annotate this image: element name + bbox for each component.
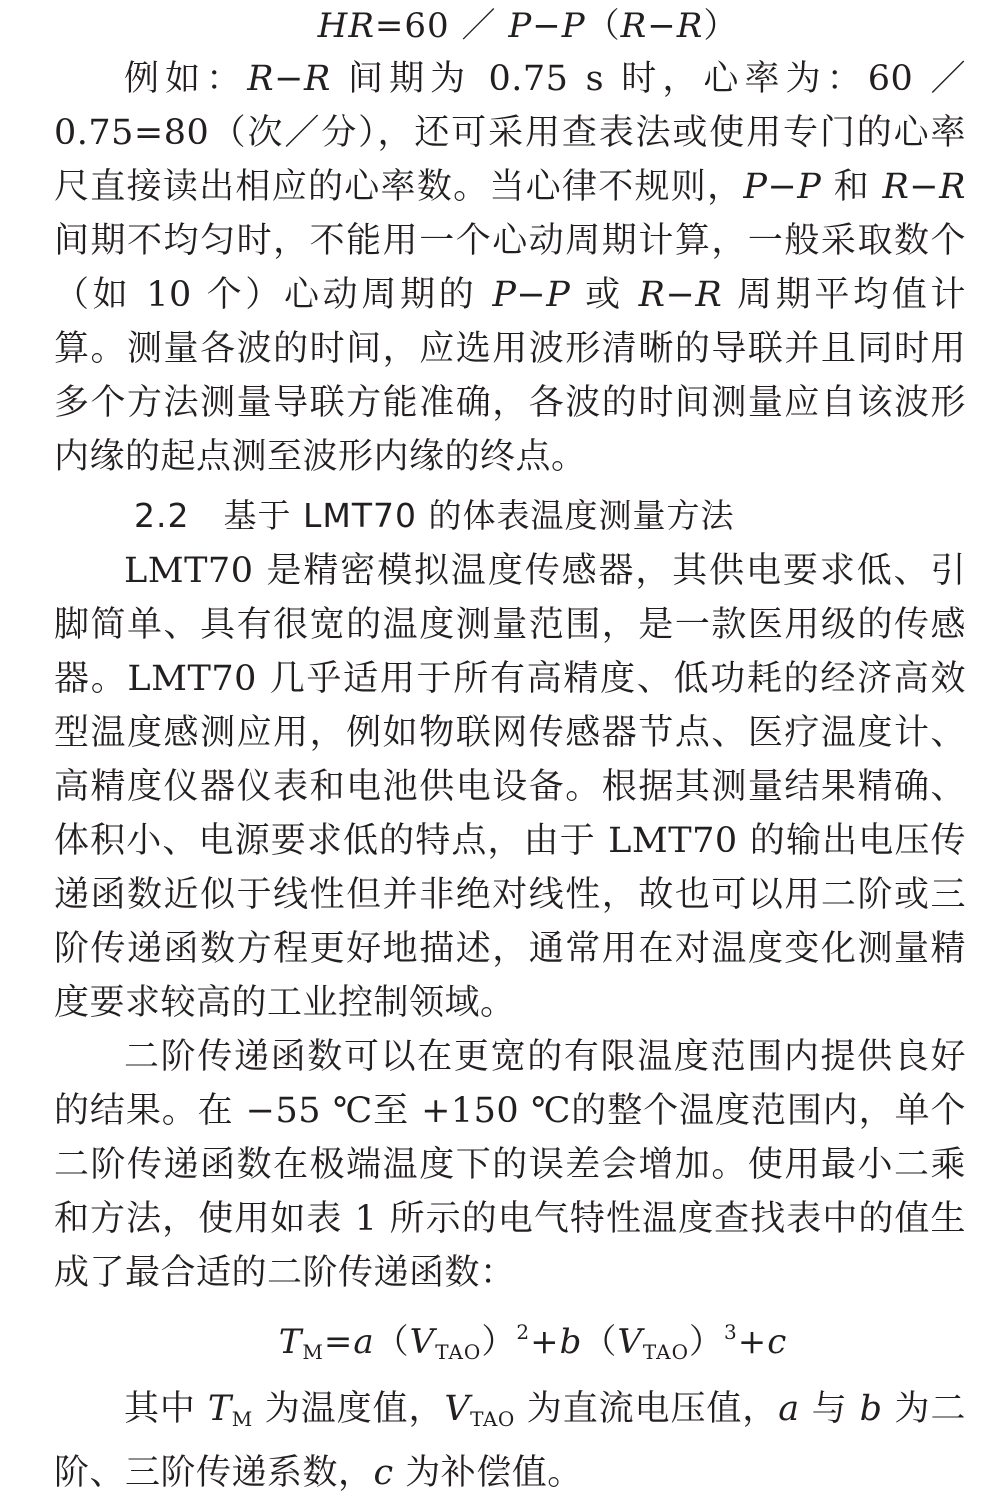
paragraph-transfer-function: 二阶传递函数可以在更宽的有限温度范围内提供良好的结果。在 −55 ℃至 +150 ℃的整个温度范围内，单个二阶传递函数在极端温度下的误差会增加。使用最小二乘和方法，使用如表 1 所示的电气特性温度查找表中的值生成了最合适的二阶传递函数： [54, 1037, 966, 1293]
paragraph-heart-rate: 例如：R−R 间期为 0.75 s 时，心率为：60 ／ 0.75=80（次／分），还可采用查表法或使用专门的心率尺直接读出相应的心率数。当心律不规则，P−P 和 R−R 间期不均匀时，不能用一个心动周期计算，一般采取数个（如 10 个）心动周期的 P−P 或 R−R 周期平均值计算。测量各波的时间，应选用波形清晰的导联并且同时用多个方法测量导联方能准确，各波的时间测量应自该波形内缘的起点测至波形内缘的终点。 [54, 59, 966, 477]
section-heading [54, 488, 966, 544]
transfer-function-equation: $T_M=a(V_{TAO})^2+b(V_{TAO})^3+c$ [278, 1320, 788, 1364]
heart-rate-equation: HR=60 ／ P−P（R−R） [317, 6, 739, 46]
paragraph-variable-definitions: 其中 $T_M$ 为温度值，$V_{TAO}$ 为直流电压值，a 与 b 为二阶、三阶传递系数，c 为补偿值。 [54, 1389, 966, 1493]
paragraph-lmt70-intro: LMT70 是精密模拟温度传感器，其供电要求低、引脚简单、具有很宽的温度测量范围，是一款医用级的传感器。LMT70 几乎适用于所有高精度、低功耗的经济高效型温度感测应用，例如物联网传感器节点、医疗温度计、高精度仪器仪表和电池供电设备。根据其测量结果精确、体积小、电源要求低的特点，由于 LMT70 的输出电压传递函数近似于线性但并非绝对线性，故也可以用二阶或三阶传递函数方程更好地描述，通常用在对温度变化测量精度要求较高的工业控制领域。 [54, 551, 966, 1023]
page [54, 0, 966, 1500]
section-number: 2.2 [134, 496, 190, 535]
section-title: 基于 LMT70 的体表温度测量方法 [223, 496, 735, 535]
